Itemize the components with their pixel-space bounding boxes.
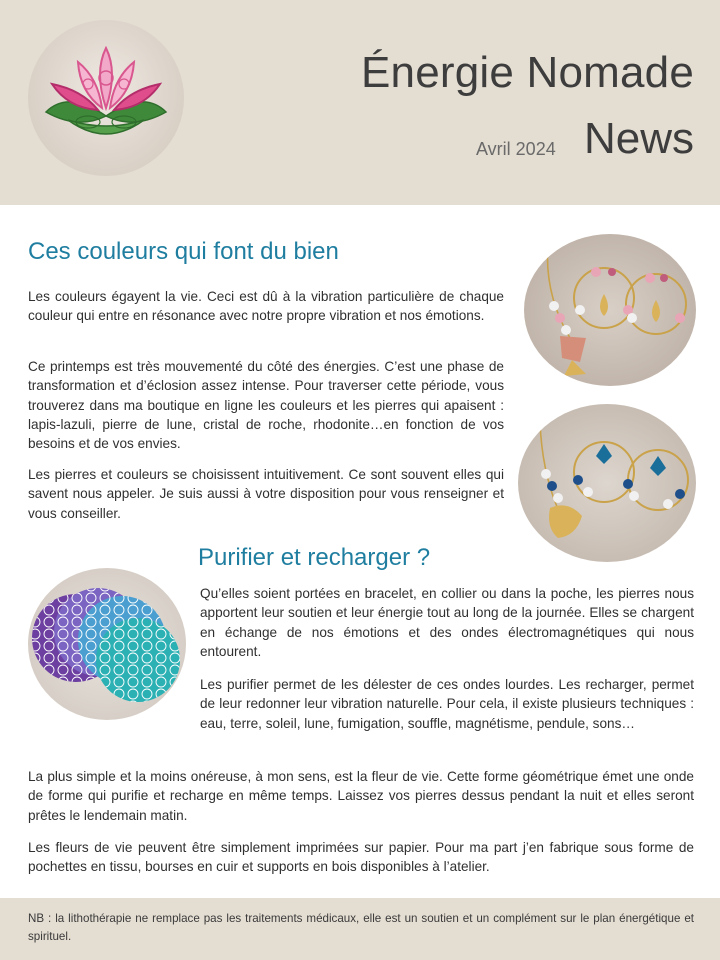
section-heading-purifier: Purifier et recharger ? bbox=[198, 544, 431, 571]
flower-of-life-photo bbox=[28, 568, 186, 720]
issue-date: Avril 2024 bbox=[476, 139, 556, 159]
paragraph: Les couleurs égayent la vie. Ceci est dû à la vibration particulière de chaque couleur qui entre en résonance avec notre propre vibration et nos émotions. bbox=[28, 289, 504, 324]
pink-earrings-photo bbox=[524, 234, 696, 386]
paragraph: Les fleurs de vie peuvent être simplement imprimées sur papier. Pour ma part j’en fabrique sous forme de pochettes en tissu, bourses en cuir et supports en bois disponibles à l’atelier. bbox=[28, 840, 694, 875]
paragraph: La plus simple et la moins onéreuse, à mon sens, est la fleur de vie. Cette forme géométrique émet une onde de forme qui purifie et recharge en même temps. Laissez vos pierres dessus pendant la nuit et elles seront prêtes le lendemain matin. bbox=[28, 769, 694, 823]
lotus-logo-icon bbox=[28, 20, 184, 176]
paragraph: Les pierres et couleurs se choisissent intuitivement. Ce sont souvent elles qui savent nous appeler. Je suis aussi à votre disposition pour vous renseigner et vous conseiller. bbox=[28, 467, 504, 521]
paragraph: Qu’elles soient portées en bracelet, en collier ou dans la poche, les pierres nous apportent leur soutien et leur énergie tout au long de la journée. Elles se chargent en échange de nos émotions et des ondes électromagnétiques qui nous entourent. bbox=[200, 586, 694, 659]
news-label: News bbox=[583, 114, 694, 163]
header-banner bbox=[0, 0, 720, 205]
section-heading-couleurs: Ces couleurs qui font du bien bbox=[28, 238, 339, 265]
blue-earrings-photo bbox=[518, 404, 696, 562]
footer-banner bbox=[0, 898, 720, 960]
disclaimer-note: NB : la lithothérapie ne remplace pas les traitements médicaux, elle est un soutien et un complément sur le plan énergétique et spirituel. bbox=[28, 912, 694, 943]
paragraph: Les purifier permet de les délester de ces ondes lourdes. Les recharger, permet de leur redonner leur vibration naturelle. Pour cela, il existe plusieurs techniques : eau, terre, soleil, lune, fumigation, souffle, magnétisme, pendule, sons… bbox=[200, 677, 694, 731]
paragraph: Ce printemps est très mouvementé du côté des énergies. C’est une phase de transformation et d’éclosion assez intense. Pour traverser cette période, vous trouverez dans ma boutique en ligne les couleurs et les pierres qui apaisent : lapis-lazuli, pierre de lune, cristal de roche, rhodonite…en fonction de vos besoins et de vos envies. bbox=[28, 359, 504, 452]
newsletter-title: Énergie Nomade bbox=[361, 48, 694, 97]
